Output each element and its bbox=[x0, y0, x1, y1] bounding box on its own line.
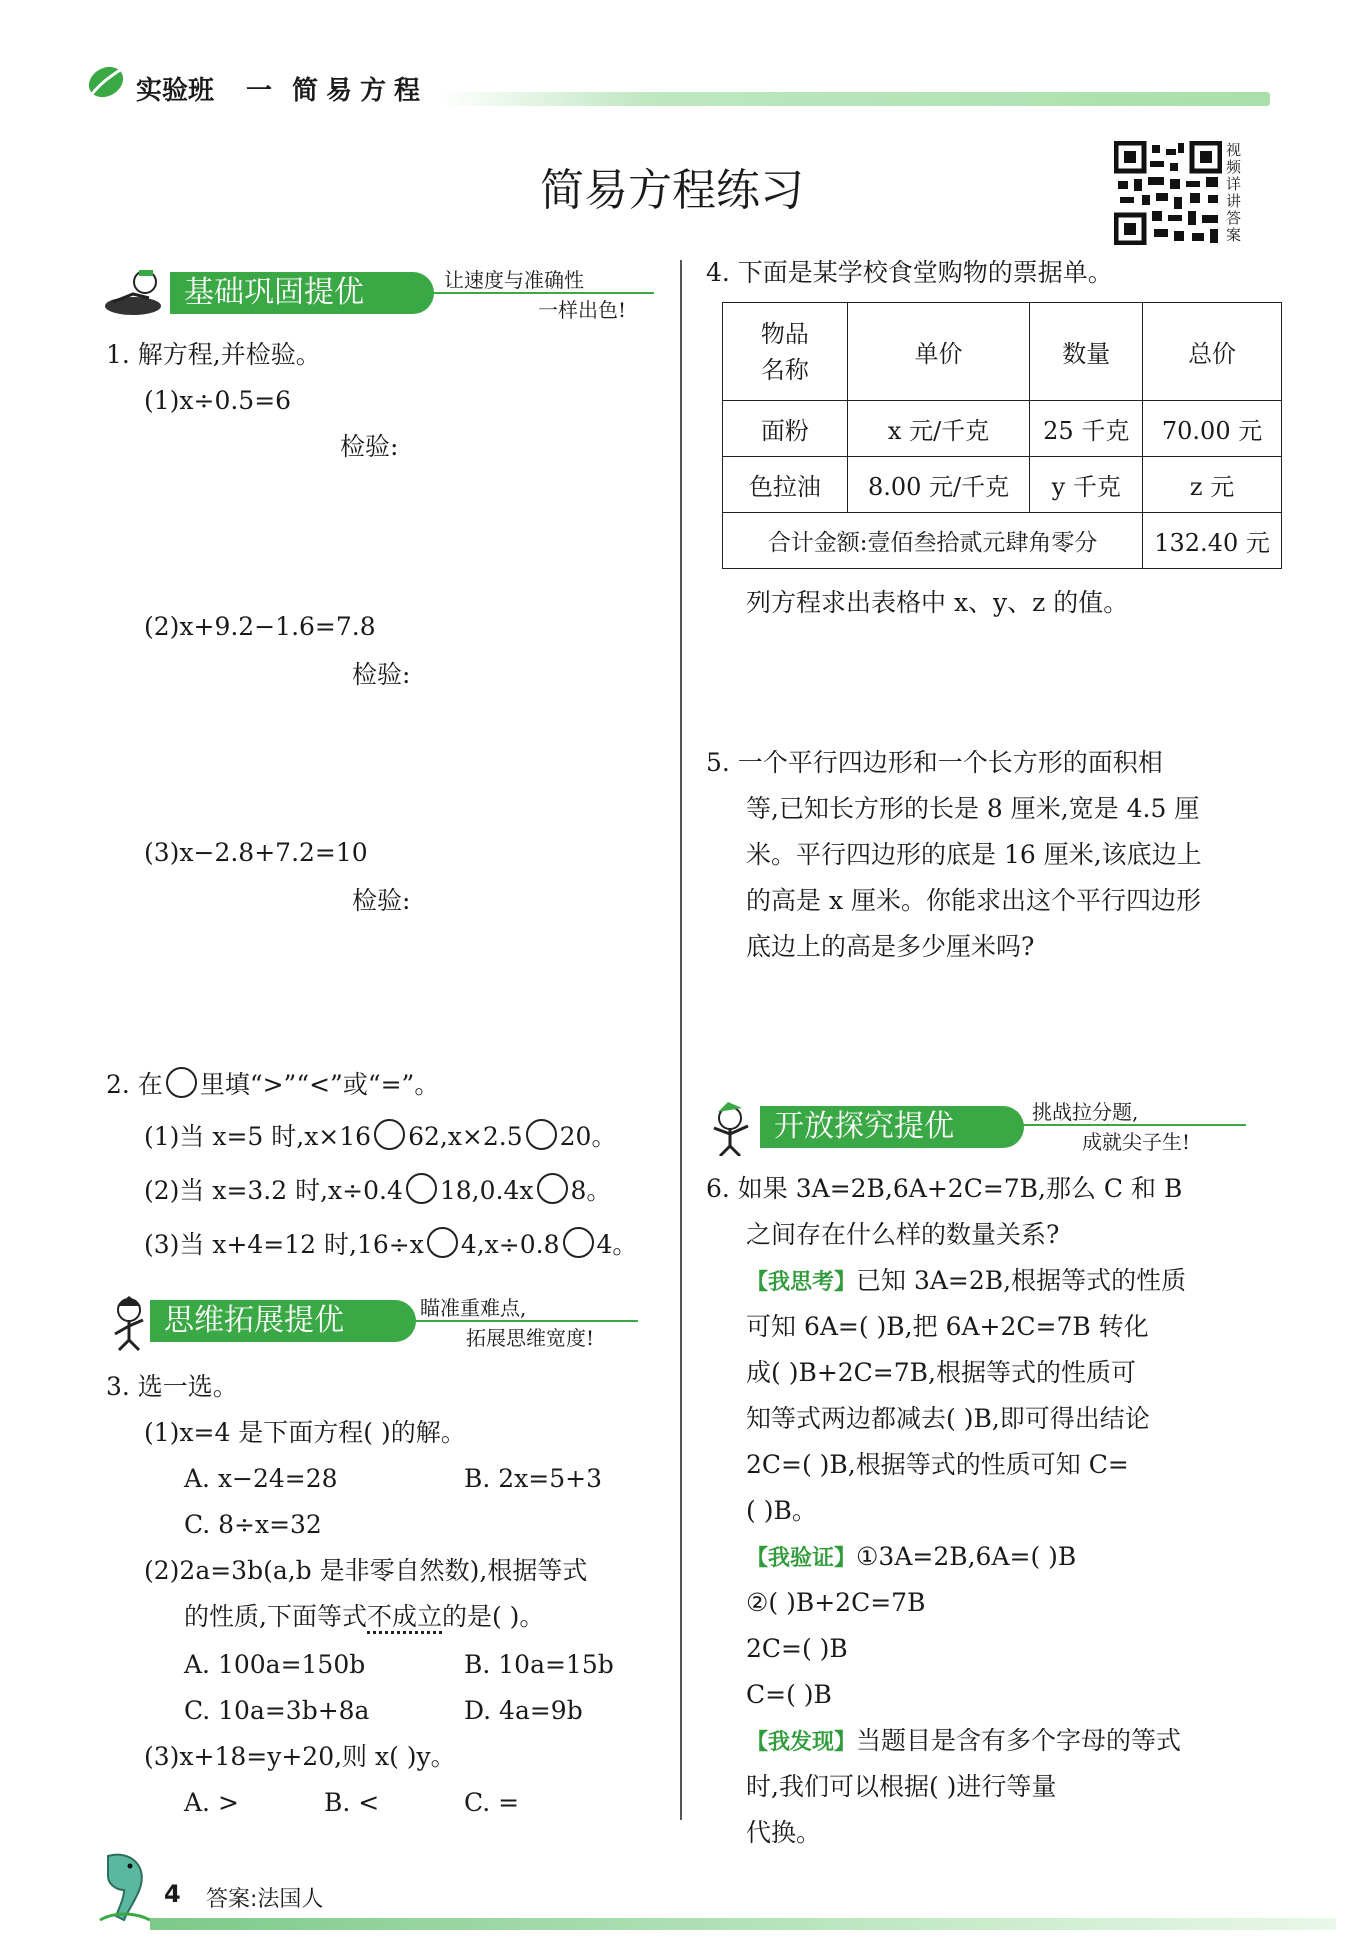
table-cell: z 元 bbox=[1143, 457, 1282, 513]
question-1-part1: (1)x÷0.5=6 bbox=[144, 386, 292, 415]
question-2-stem-b: 里填“>”“<”或“=”。 bbox=[199, 1070, 440, 1099]
blank-circle[interactable] bbox=[537, 1173, 568, 1204]
table-cell: 面粉 bbox=[723, 401, 848, 457]
blank-circle[interactable] bbox=[406, 1173, 437, 1204]
question-3-part2-option-a: A. 100a=150b bbox=[184, 1650, 366, 1679]
question-3-part3-option-b: B. < bbox=[324, 1788, 380, 1817]
page-title: 简易方程练习 bbox=[540, 165, 804, 216]
question-5-line1: 5. 一个平行四边形和一个长方形的面积相 bbox=[706, 748, 1163, 777]
question-3-part1-option-c: C. 8÷x=32 bbox=[184, 1510, 322, 1539]
section-banner-basic: 基础巩固提优 bbox=[170, 272, 434, 314]
blank-circle[interactable] bbox=[526, 1119, 557, 1150]
emphasis-dotted-text: 不成立 bbox=[367, 1602, 442, 1634]
section-slogan-line2: 拓展思维宽度! bbox=[466, 1326, 595, 1350]
question-2-line1-c: 20。 bbox=[559, 1122, 617, 1151]
table-cell: x 元/千克 bbox=[847, 401, 1030, 457]
question-3-part3-option-a: A. > bbox=[184, 1788, 239, 1817]
question-4-ask: 列方程求出表格中 x、y、z 的值。 bbox=[746, 588, 1129, 617]
question-6-think-line6: ( )B。 bbox=[746, 1496, 817, 1525]
section-mascot-icon bbox=[103, 266, 167, 318]
question-6-think-line3: 成( )B+2C=7B,根据等式的性质可 bbox=[746, 1358, 1136, 1387]
question-6-line2: 之间存在什么样的数量关系? bbox=[746, 1220, 1060, 1249]
question-1-check1: 检验: bbox=[340, 432, 399, 461]
section-slogan-line1: 挑战拉分题, bbox=[1032, 1100, 1139, 1124]
question-1-stem: 1. 解方程,并检验。 bbox=[106, 340, 321, 369]
question-2-line2 bbox=[144, 1168, 611, 1213]
question-6-think-line4: 知等式两边都减去( )B,即可得出结论 bbox=[746, 1404, 1150, 1433]
table-cell: 25 千克 bbox=[1030, 401, 1143, 457]
question-6-think-line5: 2C=( )B,根据等式的性质可知 C= bbox=[746, 1450, 1129, 1479]
question-3-part1-option-a: A. x−24=28 bbox=[184, 1464, 338, 1493]
question-6-find-line2: 时,我们可以根据( )进行等量 bbox=[746, 1772, 1057, 1801]
find-tag: 【我发现】 bbox=[746, 1730, 857, 1755]
question-6-think-line2: 可知 6A=( )B,把 6A+2C=7B 转化 bbox=[746, 1312, 1149, 1341]
blank-circle[interactable] bbox=[166, 1067, 197, 1098]
question-2-line2-c: 8。 bbox=[570, 1176, 612, 1205]
section-mascot-icon bbox=[706, 1100, 758, 1156]
question-6-verify-line2: ②( )B+2C=7B bbox=[746, 1588, 926, 1617]
question-2-line3-a: (3)当 x+4=12 时,16÷x bbox=[144, 1230, 424, 1259]
question-6-think-line1 bbox=[746, 1258, 1186, 1305]
question-6-find-line1 bbox=[746, 1718, 1181, 1765]
question-5-line4: 的高是 x 厘米。你能求出这个平行四边形 bbox=[746, 886, 1201, 915]
question-2-stem bbox=[106, 1062, 439, 1107]
table-cell: y 千克 bbox=[1030, 457, 1143, 513]
header-rule bbox=[440, 92, 1270, 106]
question-6-verify-line4: C=( )B bbox=[746, 1680, 832, 1709]
section-banner-thinking: 思维拓展提优 bbox=[150, 1300, 416, 1342]
question-3-part2-line2 bbox=[184, 1594, 544, 1639]
think-text: 已知 3A=2B,根据等式的性质 bbox=[856, 1266, 1187, 1295]
header-chapter: 简易方程 bbox=[292, 76, 429, 106]
question-1-check3: 检验: bbox=[352, 886, 411, 915]
qr-code-icon[interactable] bbox=[1114, 141, 1222, 245]
question-3-part1: (1)x=4 是下面方程( )的解。 bbox=[144, 1418, 466, 1447]
question-1-check2: 检验: bbox=[352, 660, 411, 689]
table-cell: 8.00 元/千克 bbox=[847, 457, 1030, 513]
header-brand: 实验班 bbox=[136, 76, 215, 106]
section-mascot-icon bbox=[105, 1296, 153, 1352]
dolphin-mascot-icon bbox=[94, 1850, 154, 1924]
question-6-line1: 6. 如果 3A=2B,6A+2C=7B,那么 C 和 B bbox=[706, 1174, 1183, 1203]
table-header-cell: 总价 bbox=[1143, 303, 1282, 401]
table-header-item-line2: 名称 bbox=[760, 355, 809, 384]
table-header-cell: 数量 bbox=[1030, 303, 1143, 401]
table-total-label: 合计金额:壹佰叁拾贰元肆角零分 bbox=[723, 513, 1143, 569]
footer-rule bbox=[150, 1918, 1336, 1930]
table-cell: 70.00 元 bbox=[1143, 401, 1282, 457]
question-2-stem-a: 2. 在 bbox=[106, 1070, 163, 1099]
question-4-stem: 4. 下面是某学校食堂购物的票据单。 bbox=[706, 258, 1113, 287]
question-3-part2-line1: (2)2a=3b(a,b 是非零自然数),根据等式 bbox=[144, 1556, 588, 1585]
question-5-line2: 等,已知长方形的长是 8 厘米,宽是 4.5 厘 bbox=[746, 794, 1200, 823]
header-logo-icon bbox=[86, 64, 126, 100]
table-header-cell: 单价 bbox=[847, 303, 1030, 401]
section-slogan-line1: 让速度与准确性 bbox=[444, 268, 584, 292]
question-5-line5: 底边上的高是多少厘米吗? bbox=[746, 932, 1035, 961]
section-banner-open: 开放探究提优 bbox=[760, 1106, 1024, 1148]
question-3-part2-option-d: D. 4a=9b bbox=[464, 1696, 583, 1725]
section-slogan-line1: 瞄准重难点, bbox=[420, 1296, 527, 1320]
table-row bbox=[723, 401, 1282, 457]
receipt-table bbox=[722, 302, 1282, 569]
question-2-line3-c: 4。 bbox=[596, 1230, 638, 1259]
find-text: 当题目是含有多个字母的等式 bbox=[856, 1726, 1182, 1755]
footer-answer: 答案:法国人 bbox=[206, 1887, 324, 1912]
question-3-part2-option-c: C. 10a=3b+8a bbox=[184, 1696, 370, 1725]
question-3-part2-pre: 的性质,下面等式 bbox=[184, 1602, 367, 1631]
question-5-line3: 米。平行四边形的底是 16 厘米,该底边上 bbox=[746, 840, 1202, 869]
question-3-part2-option-b: B. 10a=15b bbox=[464, 1650, 614, 1679]
verify-text: ①3A=2B,6A=( )B bbox=[856, 1542, 1077, 1571]
table-total-value: 132.40 元 bbox=[1143, 513, 1282, 569]
table-header-item-line1: 物品 bbox=[760, 319, 809, 348]
question-3-part3: (3)x+18=y+20,则 x( )y。 bbox=[144, 1742, 456, 1771]
verify-tag: 【我验证】 bbox=[746, 1546, 857, 1571]
question-2-line1-a: (1)当 x=5 时,x×16 bbox=[144, 1122, 372, 1151]
think-tag: 【我思考】 bbox=[746, 1270, 857, 1295]
question-3-part3-option-c: C. = bbox=[464, 1788, 520, 1817]
question-6-verify-line3: 2C=( )B bbox=[746, 1634, 848, 1663]
question-1-part3: (3)x−2.8+7.2=10 bbox=[144, 838, 368, 867]
blank-circle[interactable] bbox=[427, 1227, 458, 1258]
question-6-verify-line1 bbox=[746, 1534, 1076, 1581]
header-dash: 一 bbox=[246, 76, 273, 106]
question-3-stem: 3. 选一选。 bbox=[106, 1372, 238, 1401]
question-2-line1-b: 62,x×2.5 bbox=[408, 1122, 523, 1151]
qr-caption: 视频详讲答案 bbox=[1226, 141, 1242, 244]
blank-circle[interactable] bbox=[374, 1119, 405, 1150]
question-3-part2-post: 的是( )。 bbox=[441, 1602, 545, 1631]
question-2-line1 bbox=[144, 1114, 616, 1159]
question-2-line3-b: 4,x÷0.8 bbox=[460, 1230, 560, 1259]
column-divider bbox=[680, 260, 682, 1820]
question-2-line2-a: (2)当 x=3.2 时,x÷0.4 bbox=[144, 1176, 403, 1205]
page-number: 4 bbox=[164, 1880, 181, 1908]
table-cell: 色拉油 bbox=[723, 457, 848, 513]
section-slogan-line2: 成就尖子生! bbox=[1082, 1130, 1191, 1154]
table-header-cell bbox=[723, 303, 848, 401]
question-1-part2: (2)x+9.2−1.6=7.8 bbox=[144, 612, 376, 641]
section-slogan-line2: 一样出色! bbox=[538, 298, 627, 322]
blank-circle[interactable] bbox=[563, 1227, 594, 1258]
question-3-part1-option-b: B. 2x=5+3 bbox=[464, 1464, 602, 1493]
question-2-line2-b: 18,0.4x bbox=[439, 1176, 534, 1205]
question-6-find-line3: 代换。 bbox=[746, 1818, 822, 1847]
question-2-line3 bbox=[144, 1222, 637, 1267]
table-row bbox=[723, 457, 1282, 513]
table-row bbox=[723, 513, 1282, 569]
